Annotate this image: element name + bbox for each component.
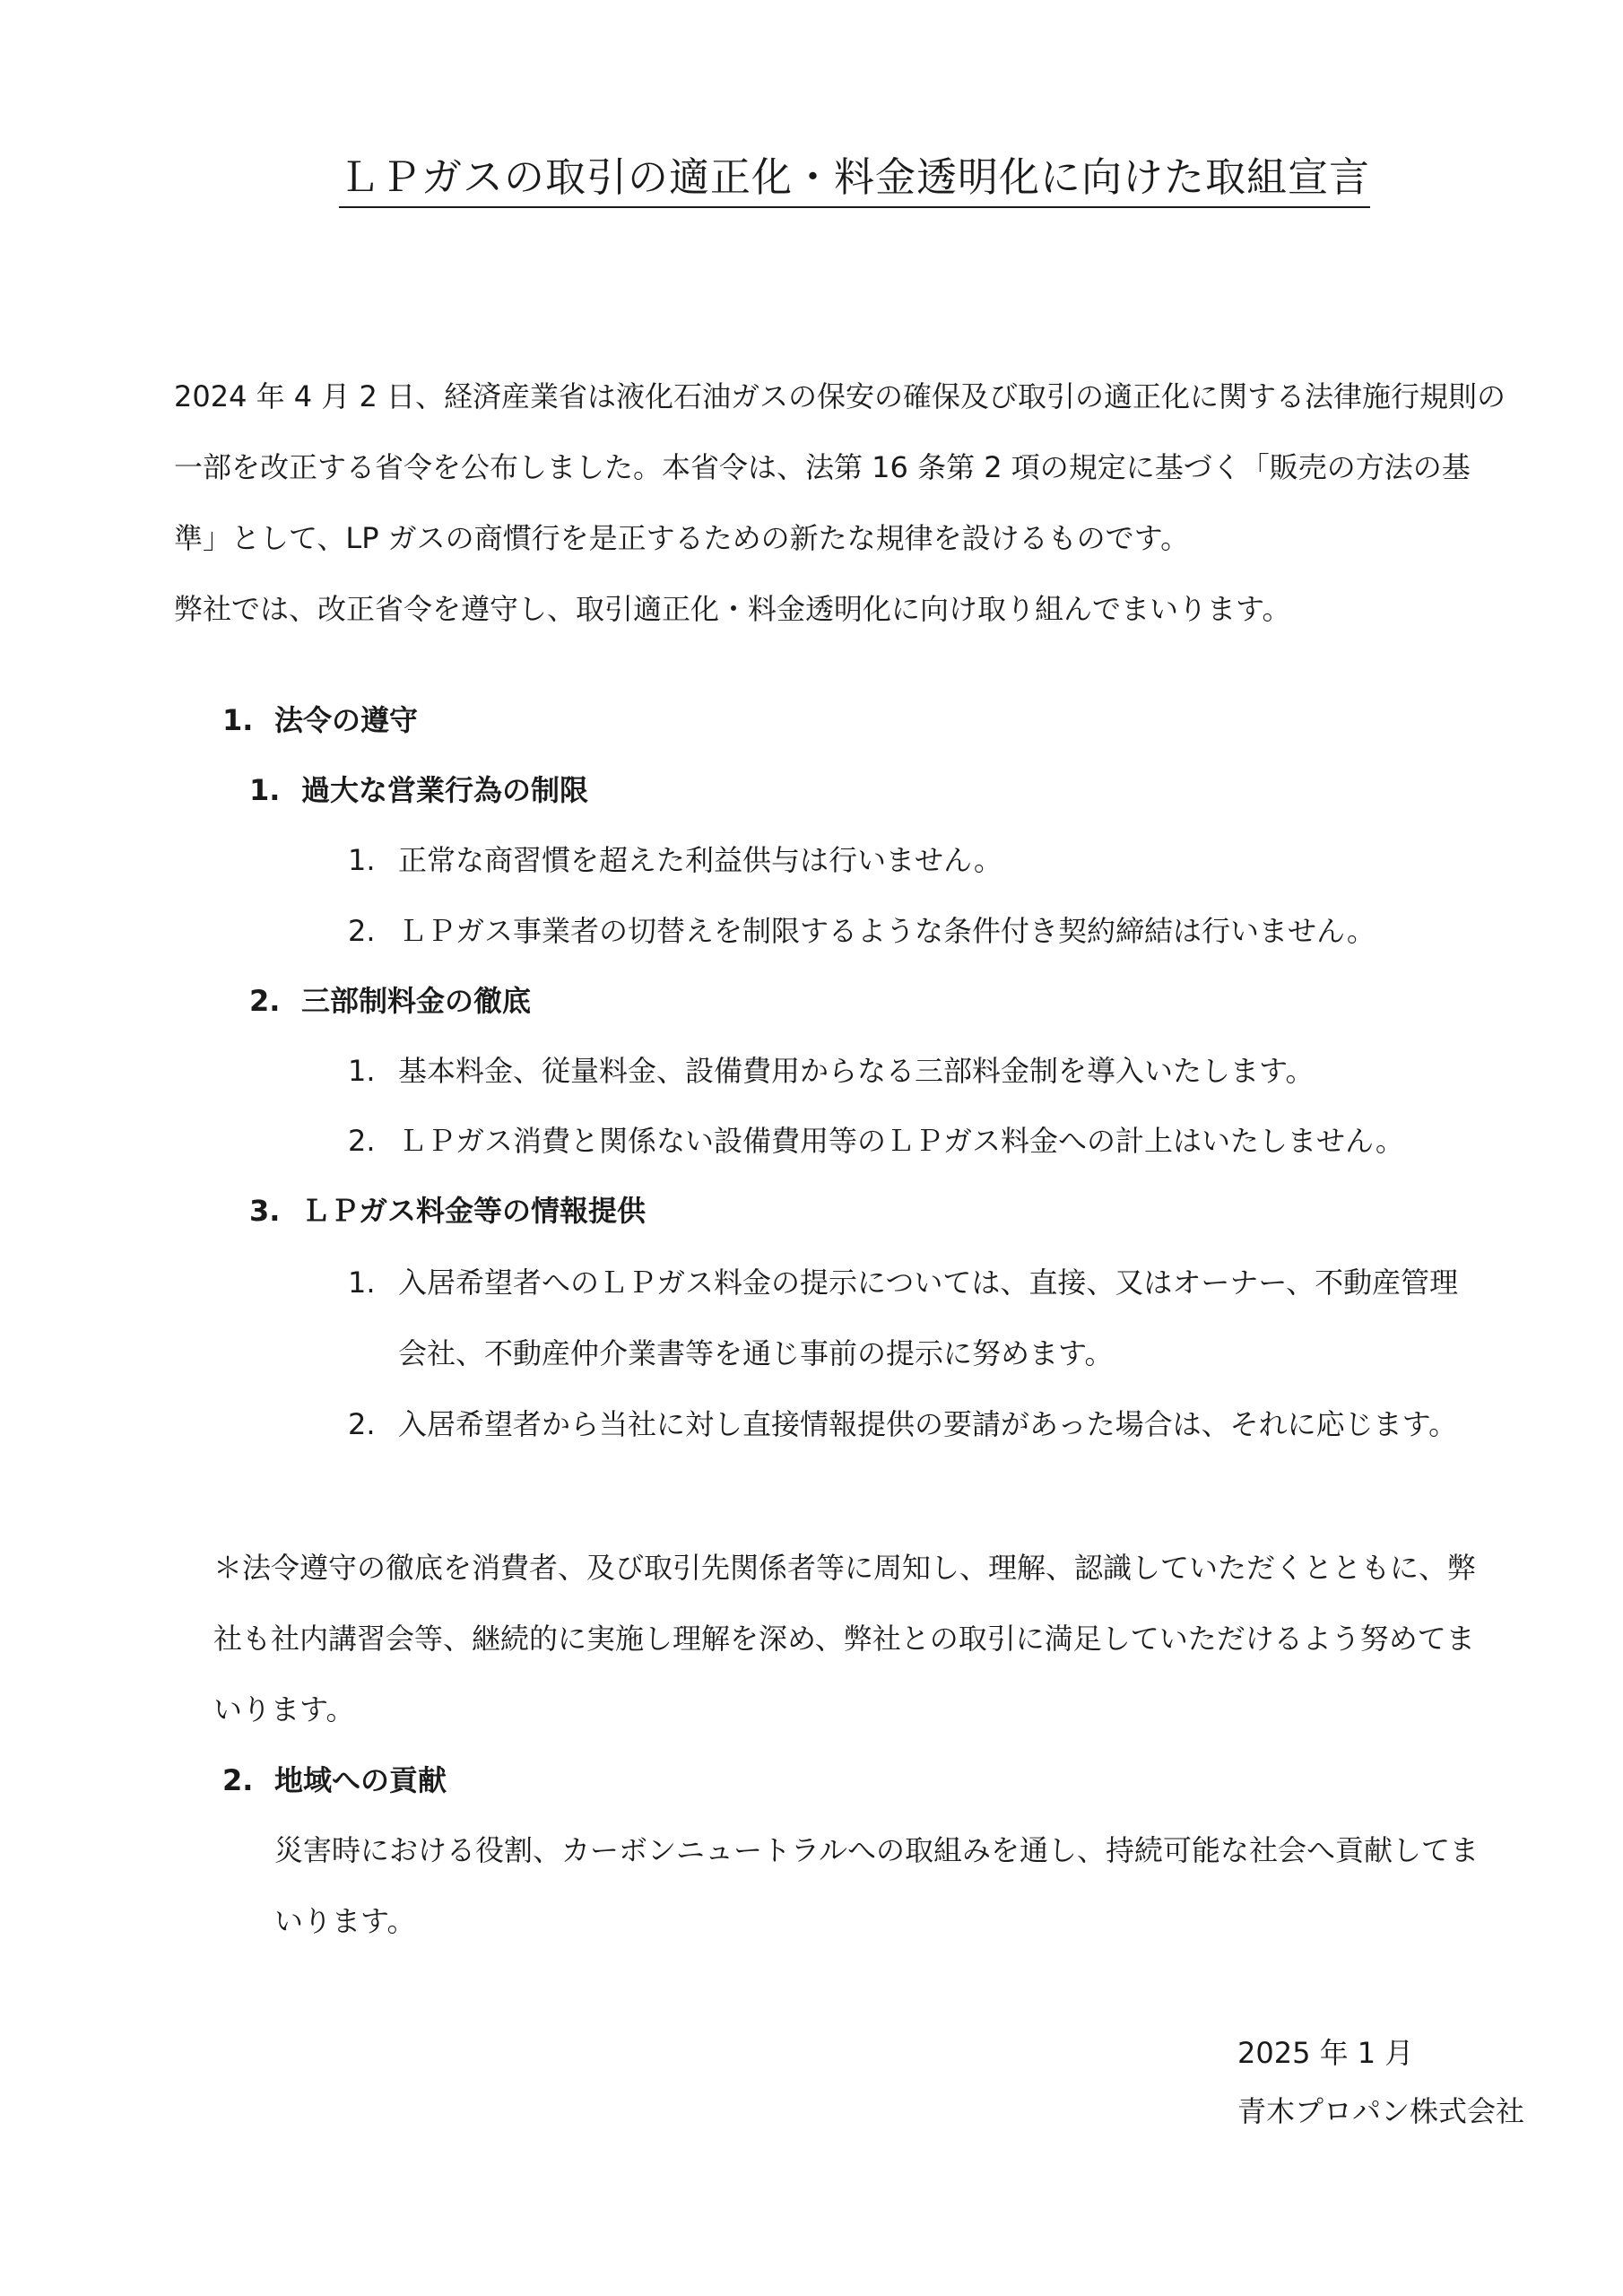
list-item-continuation: 会社、不動産仲介業書等を通じ事前の提示に努めます。 [398,1336,1114,1370]
intro-line-4: 弊社では、改正省令を遵守し、取引適正化・料金透明化に向け取り組んでまいります。 [174,592,1291,626]
intro-line-2: 一部を改正する省令を公布しました。本省令は、法第 16 条第 2 項の規定に基づく「販売の方法の基 [174,450,1471,484]
intro-line-3: 準」として、LP ガスの商慣行を是正するための新たな規律を設けるものです。 [174,521,1190,555]
note-line-2: 社も社内講習会等、継続的に実施し理解を深め、弊社との取引に満足していただけるよう努めてま [213,1622,1475,1656]
note-line-1: ＊法令遵守の徹底を消費者、及び取引先関係者等に周知し、理解、認識していただくとともに、弊 [213,1551,1477,1585]
intro-line-1: 2024 年 4 月 2 日、経済産業省は液化石油ガスの保安の確保及び取引の適正化に関する法律施行規則の [174,379,1506,413]
subsection2-number: 2. [249,984,281,1018]
list-item: ＬＰガス消費と関係ない設備費用等のＬＰガス料金への計上はいたしません。 [398,1124,1404,1158]
section2-number: 2. [222,1763,254,1797]
section1-number: 1. [222,703,254,737]
list-item-number: 2. [348,1407,376,1441]
section2-line-1: 災害時における役割、カーボンニュートラルへの取組みを通し、持続可能な社会へ貢献してま [274,1833,1480,1867]
list-item-number: 1. [348,843,376,877]
list-item-number: 2. [348,1124,376,1158]
footer-date: 2025 年 1 月 [1237,2036,1414,2070]
subsection2-heading: 三部制料金の徹底 [301,984,532,1018]
subsection3-heading: ＬＰガス料金等の情報提供 [301,1194,647,1228]
list-item: 基本料金、従量料金、設備費用からなる三部料金制を導入いたします。 [398,1054,1315,1088]
list-item: 正常な商習慣を超えた利益供与は行いません。 [398,843,1002,877]
note-line-3: いります。 [213,1692,355,1726]
section2-line-2: いります。 [274,1904,416,1938]
section1-heading: 法令の遵守 [274,703,419,737]
subsection3-number: 3. [249,1194,281,1228]
list-item-number: 1. [348,1265,376,1300]
subsection1-number: 1. [249,773,281,807]
list-item: 入居希望者から当社に対し直接情報提供の要請があった場合は、それに応じます。 [398,1407,1458,1441]
list-item-number: 1. [348,1054,376,1088]
section2-heading: 地域への貢献 [274,1763,447,1797]
list-item-number: 2. [348,914,376,948]
subsection1-heading: 過大な営業行為の制限 [301,773,589,807]
list-item: ＬＰガス事業者の切替えを制限するような条件付き契約締結は行いません。 [398,914,1376,948]
page-title: ＬＰガスの取引の適正化・料金透明化に向けた取組宣言 [339,151,1370,208]
footer-company: 青木プロパン株式会社 [1237,2094,1525,2128]
list-item: 入居希望者へのＬＰガス料金の提示については、直接、又はオーナー、不動産管理 [398,1265,1459,1300]
